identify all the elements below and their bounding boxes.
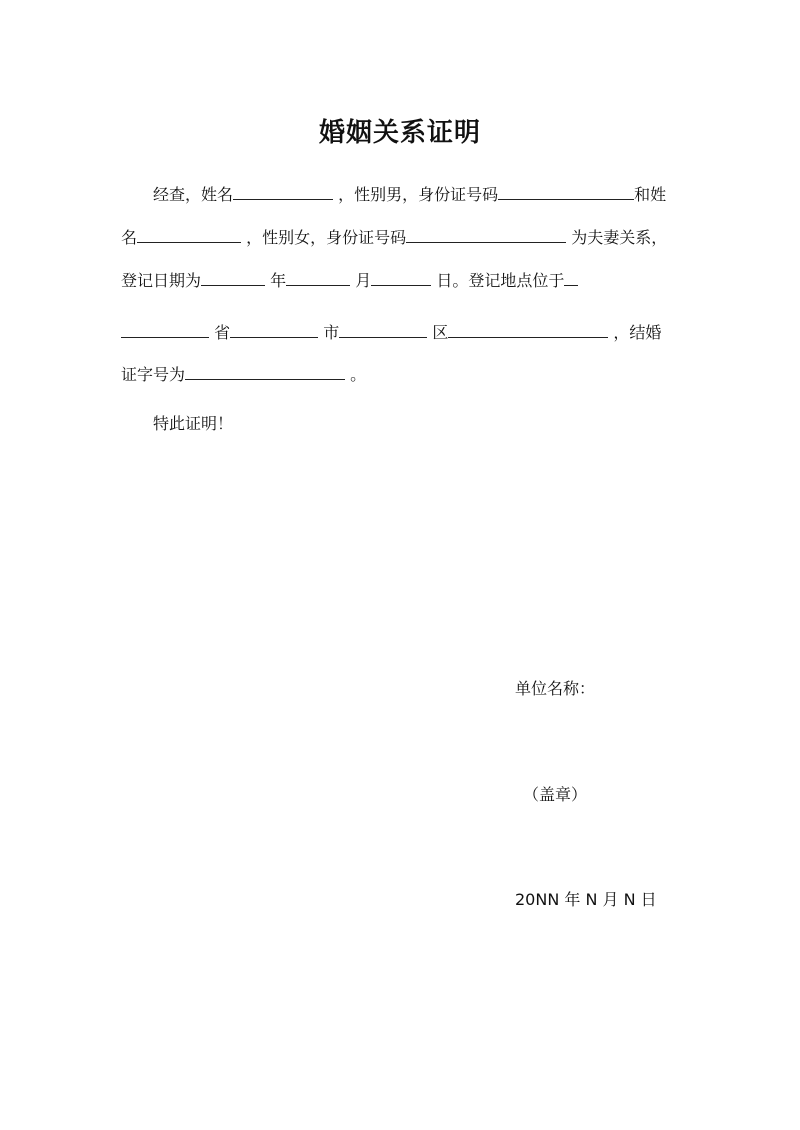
text-year: 年 — [270, 271, 287, 290]
month-blank[interactable] — [286, 268, 350, 286]
wife-id-blank[interactable] — [406, 225, 566, 243]
paragraph-line-2 — [121, 225, 667, 249]
page-title: 婚姻关系证明 — [318, 118, 481, 148]
paragraph-line-5 — [121, 362, 366, 386]
text-gender-male-id-label: ，性别男，身份证号码 — [338, 185, 499, 204]
husband-id-blank[interactable] — [498, 182, 634, 200]
day-blank[interactable] — [371, 268, 431, 286]
text-day-location-label: 日。登记地点位于 — [436, 271, 565, 290]
unit-name-label: 单位名称： — [515, 679, 596, 698]
text-district: 区 — [432, 323, 449, 342]
certificate-number-blank[interactable] — [185, 362, 345, 380]
address-blank[interactable] — [448, 320, 608, 338]
province-blank[interactable] — [121, 320, 209, 338]
city-blank[interactable] — [230, 320, 318, 338]
text-name: 名 — [121, 228, 138, 247]
closing-statement: 特此证明！ — [153, 414, 234, 433]
district-blank[interactable] — [339, 320, 427, 338]
text-and-name: 和姓 — [634, 185, 667, 204]
text-province: 省 — [214, 323, 231, 342]
seal-label: （盖章） — [523, 785, 588, 804]
paragraph-line-3 — [121, 268, 578, 292]
location-blank-start[interactable] — [564, 268, 578, 286]
text-city: 市 — [323, 323, 340, 342]
text-marriage: ，结婚 — [613, 323, 662, 342]
text-check-name-label: 经查，姓名 — [153, 185, 234, 204]
text-registration-date-label: 登记日期为 — [121, 271, 202, 290]
text-spouse-relation: 为夫妻关系， — [571, 228, 668, 247]
year-blank[interactable] — [201, 268, 265, 286]
husband-name-blank[interactable] — [233, 182, 333, 200]
text-gender-female-id-label: ，性别女，身份证号码 — [246, 228, 407, 247]
paragraph-line-4 — [121, 320, 661, 344]
date-text: 20NN 年 N 月 N 日 — [515, 890, 657, 909]
paragraph-line-1 — [153, 182, 666, 206]
wife-name-blank[interactable] — [137, 225, 241, 243]
text-month: 月 — [355, 271, 372, 290]
text-certificate-number-label: 证字号为 — [121, 365, 186, 384]
text-period: 。 — [350, 365, 367, 384]
